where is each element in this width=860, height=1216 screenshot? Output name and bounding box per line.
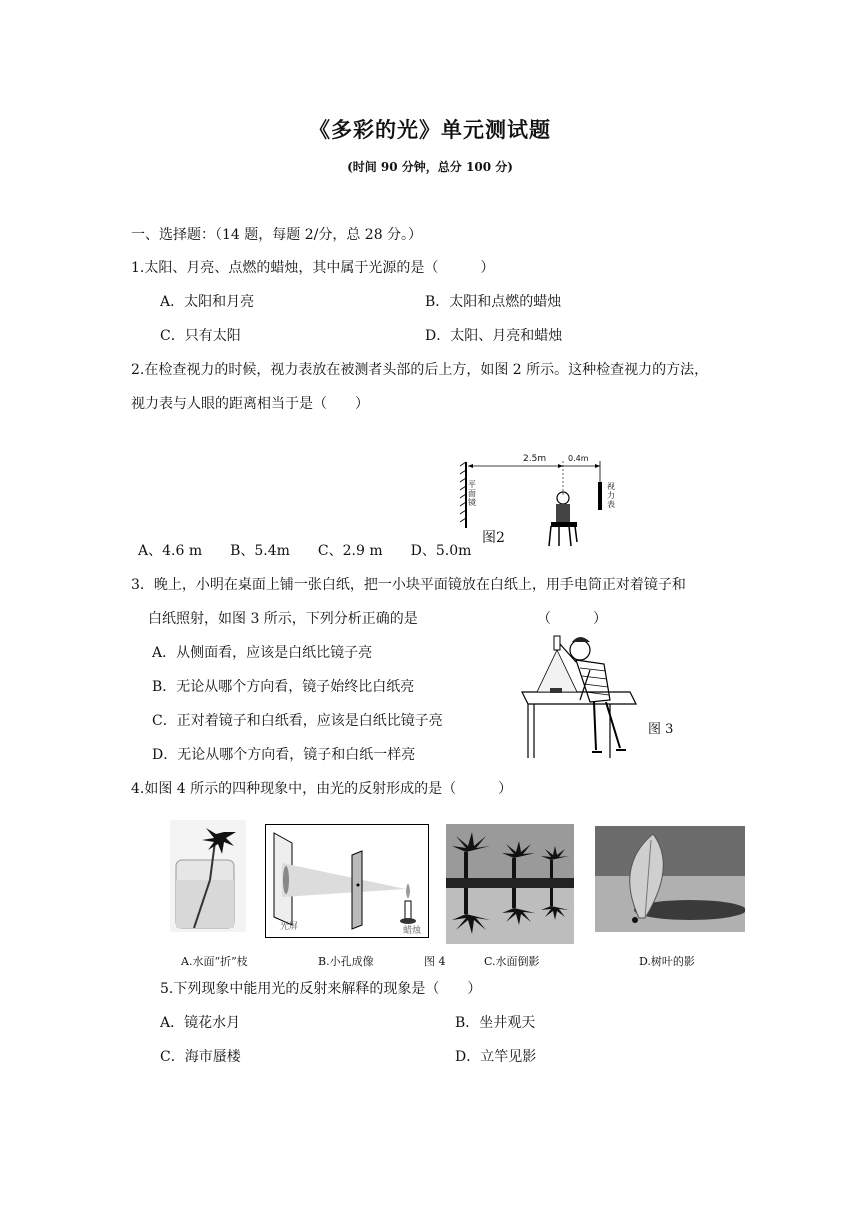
figure-3-drawing [520,630,640,760]
page-title: 《多彩的光》单元测试题 [309,117,551,142]
question-3-answer-blank: （ ） [537,611,607,627]
figure-2-caption: 图2 [482,530,505,546]
section-heading: 一、选择题：（14 题，每题 2/分，总 28 分。） [131,227,423,243]
figure-2-drawing [455,456,625,556]
figure-4b-pinhole [265,824,429,938]
question-1-option-a: A．太阳和月亮 [160,294,255,310]
question-3-stem-line2: 白纸照射，如图 3 所示，下列分析正确的是 [148,611,418,627]
question-3-option-d: D．无论从哪个方向看，镜子和白纸一样亮 [152,747,416,763]
figure-4c-drawing [446,824,574,944]
question-3-stem-line1: 3．晚上，小明在桌面上铺一张白纸，把一小块平面镜放在白纸上，用手电筒正对着镜子和 [131,577,686,593]
figure-4a-caption: A.水面“折”枝 [181,955,248,968]
figure-4-label: 图 4 [424,955,446,968]
figure-4b-screen-label: 光屏 [280,922,299,932]
figure-4b-candle-label: 蜡烛 [403,926,422,936]
figure-2-distance-small: 0.4m [568,454,589,463]
figure-4b-caption: B.小孔成像 [318,955,374,968]
question-1-stem: 1.太阳、月亮、点燃的蜡烛，其中属于光源的是（ ） [131,260,495,276]
question-5-option-a: A．镜花水月 [160,1015,241,1031]
figure-4c-reflection [446,824,574,944]
question-3-option-a: A．从侧面看，应该是白纸比镜子亮 [152,645,373,661]
question-5-option-d: D．立竿见影 [455,1049,537,1065]
question-2-stem-line2: 视力表与人眼的距离相当于是（ ） [131,396,369,412]
question-2-stem-line1: 2.在检查视力的时候，视力表放在被测者头部的后上方，如图 2 所示。这种检查视力的方法， [131,362,709,378]
figure-2-eye-test [455,456,625,556]
question-1-option-d: D．太阳、月亮和蜡烛 [425,328,563,344]
figure-4d-caption: D.树叶的影 [639,955,695,968]
figure-2-mirror-label: 平面镜 [468,480,476,507]
figure-3-caption: 图 3 [648,722,674,737]
question-1-option-b: B．太阳和点燃的蜡烛 [425,294,562,310]
question-4-stem: 4.如图 4 所示的四种现象中，由光的反射形成的是（ ） [131,781,513,797]
figure-3-flashlight [520,630,640,760]
figure-4c-caption: C.水面倒影 [484,955,540,968]
figure-4d-drawing [595,826,745,932]
figure-2-chart-label: 视力表 [607,482,615,509]
figure-4a-refraction [170,820,246,932]
figure-4d-leaf-shadow [595,826,745,932]
question-5-option-b: B．坐井观天 [455,1015,536,1031]
question-3-option-b: B．无论从哪个方向看，镜子始终比白纸亮 [152,679,415,695]
page-subtitle: (时间 90 分钟，总分 100 分) [347,160,513,174]
question-5-stem: 5.下列现象中能用光的反射来解释的现象是（ ） [160,981,482,997]
figure-4a-drawing [170,820,246,932]
question-1-option-c: C．只有太阳 [160,328,241,344]
figure-2-distance-big: 2.5m [523,454,547,464]
question-5-option-c: C．海市蜃楼 [160,1049,241,1065]
question-2-options: A、4.6 m B、5.4m C、2.9 m D、5.0m [138,543,472,559]
question-3-option-c: C．正对着镜子和白纸看，应该是白纸比镜子亮 [152,713,443,729]
